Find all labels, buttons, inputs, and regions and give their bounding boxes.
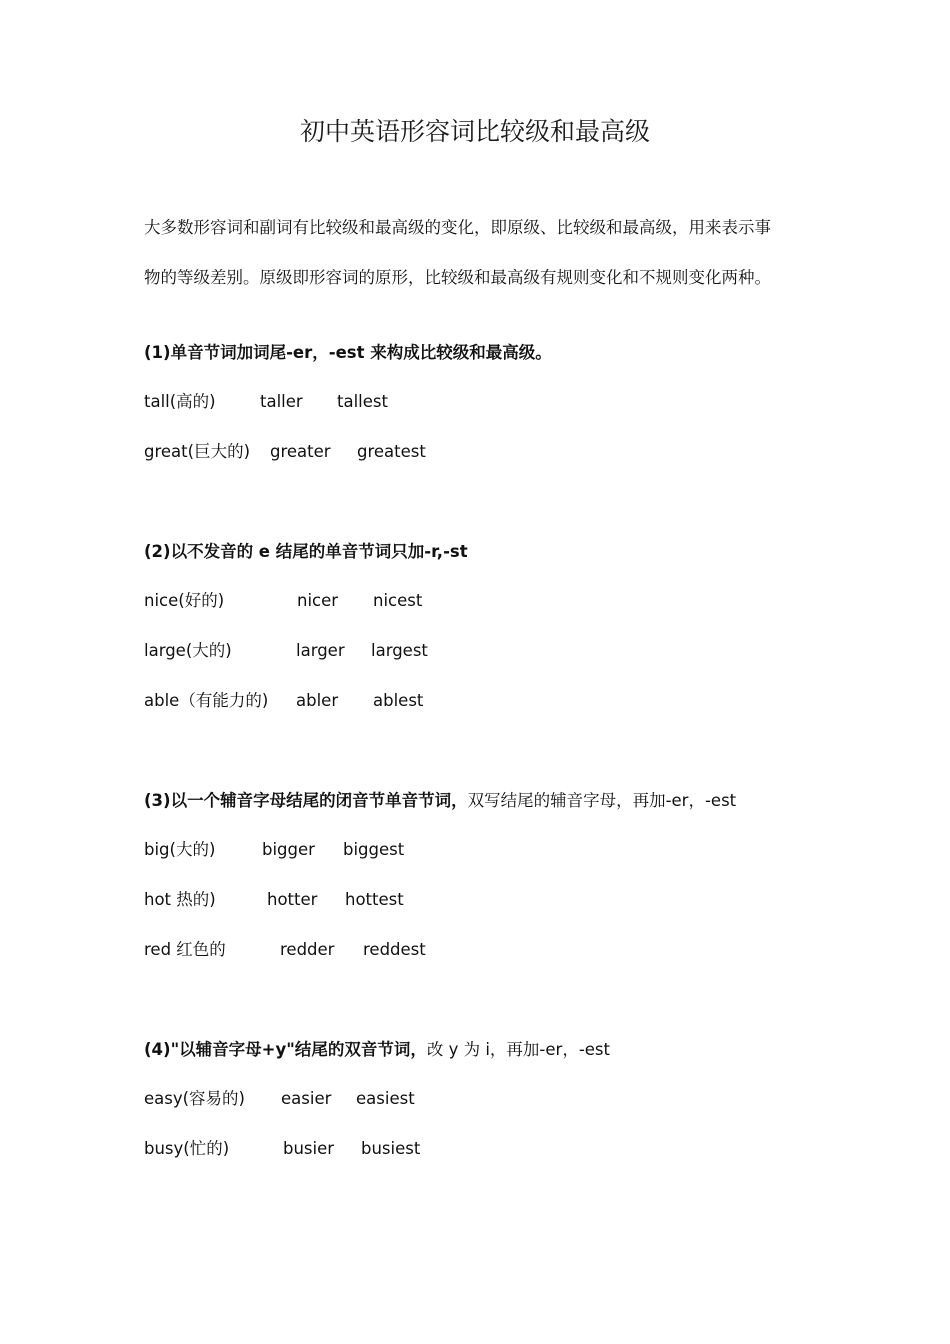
- word-base: able（有能力的): [144, 691, 269, 710]
- word-comparative: bigger: [262, 840, 315, 859]
- word-superlative: tallest: [337, 392, 388, 411]
- section-3-heading-bold: (3)以一个辅音字母结尾的闭音节单音节词，: [144, 791, 468, 810]
- word-superlative: largest: [371, 641, 428, 660]
- word-superlative: hottest: [345, 890, 404, 909]
- word-superlative: ablest: [373, 691, 424, 710]
- word-comparative: greater: [270, 442, 331, 461]
- word-superlative: biggest: [343, 840, 405, 859]
- word-comparative: busier: [283, 1139, 335, 1158]
- word-base: easy(容易的): [144, 1089, 245, 1108]
- word-base: great(巨大的): [144, 442, 251, 461]
- section-4-heading: [144, 1038, 610, 1062]
- word-superlative: busiest: [361, 1139, 421, 1158]
- page-title: 初中英语形容词比较级和最高级: [299, 117, 650, 146]
- word-comparative: taller: [260, 392, 303, 411]
- word-comparative: nicer: [297, 591, 339, 610]
- word-comparative: abler: [296, 691, 339, 710]
- word-superlative: easiest: [356, 1089, 415, 1108]
- section-2-heading: [144, 540, 468, 564]
- word-base: big(大的): [144, 840, 216, 859]
- word-base: nice(好的): [144, 591, 225, 610]
- word-base: large(大的): [144, 641, 232, 660]
- word-comparative: redder: [280, 940, 335, 959]
- word-comparative: larger: [296, 641, 345, 660]
- intro-line-2: 物的等级差别。原级即形容词的原形，比较级和最高级有规则变化和不规则变化两种。: [144, 268, 771, 287]
- section-1-heading-bold: (1)单音节词加词尾-er，-est 来构成比较级和最高级。: [144, 343, 552, 362]
- word-superlative: nicest: [373, 591, 423, 610]
- section-3-heading-normal: 双写结尾的辅音字母，再加-er，-est: [467, 791, 737, 810]
- word-base: tall(高的): [144, 392, 216, 411]
- section-4-heading-bold: (4)"以辅音字母+y"结尾的双音节词，: [144, 1040, 427, 1059]
- section-4-heading-normal: 改 y 为 i，再加-er，-est: [426, 1040, 610, 1059]
- word-base: busy(忙的): [144, 1139, 230, 1158]
- section-3-heading: [144, 789, 736, 813]
- section-2-heading-bold: (2)以不发音的 e 结尾的单音节词只加-r,-st: [144, 542, 468, 561]
- word-superlative: greatest: [357, 442, 426, 461]
- word-base: red 红色的: [144, 940, 226, 959]
- intro-line-1: 大多数形容词和副词有比较级和最高级的变化，即原级、比较级和最高级，用来表示事: [144, 218, 771, 237]
- word-comparative: easier: [281, 1089, 332, 1108]
- word-superlative: reddest: [363, 940, 426, 959]
- section-1-heading: [144, 341, 552, 365]
- word-base: hot 热的): [144, 890, 216, 909]
- word-comparative: hotter: [267, 890, 318, 909]
